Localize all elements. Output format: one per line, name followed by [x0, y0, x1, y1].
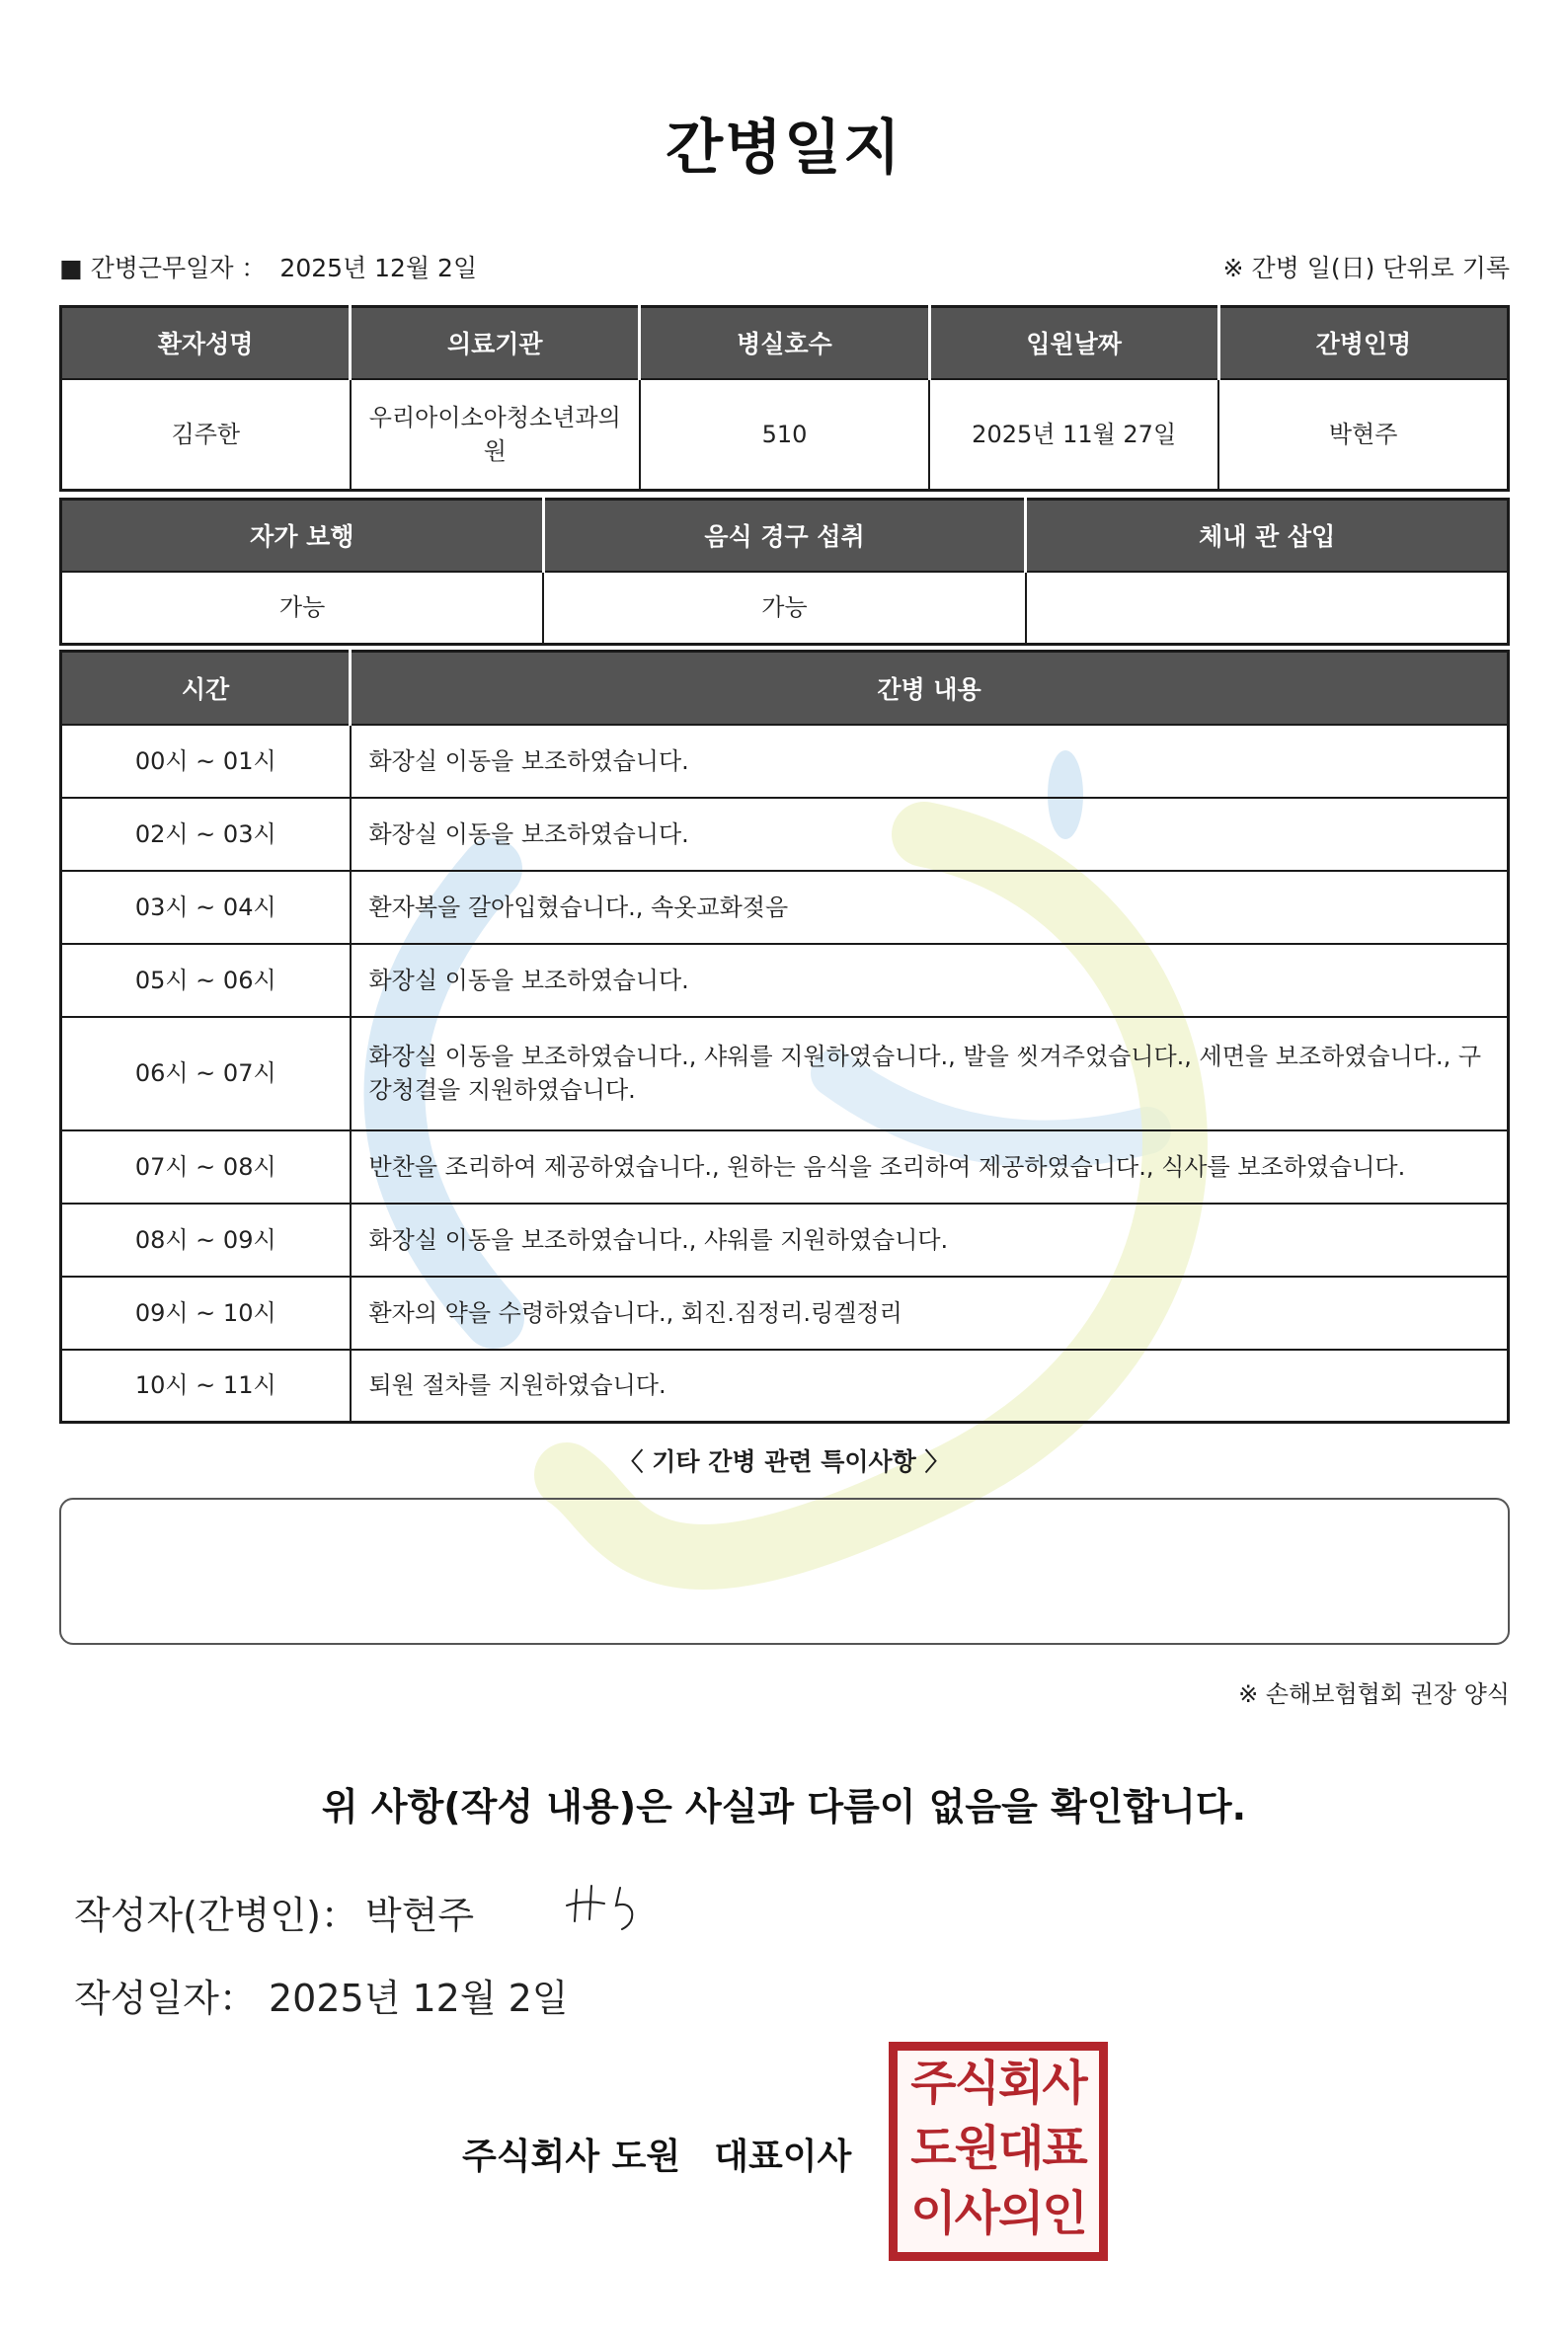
special-notes-label: 〈 기타 간병 관련 특이사항 〉 [618, 1447, 950, 1476]
time-cell: 02시 ~ 03시 [61, 798, 351, 871]
patient-info-table [59, 305, 1510, 492]
content-cell: 환자복을 갈아입혔습니다., 속옷교화젖음 [351, 871, 1509, 944]
content-cell: 화장실 이동을 보조하였습니다., 샤워를 지원하였습니다. [351, 1204, 1509, 1277]
company-name: 주식회사 도원 [462, 2137, 681, 2177]
form-note: ※ 손해보험협회 권장 양식 [1238, 1680, 1510, 1708]
patient-status-table [59, 498, 1510, 646]
header-caregiver-name: 간병인명 [1218, 307, 1508, 379]
table-header-row [61, 500, 1509, 572]
time-cell: 09시 ~ 10시 [61, 1277, 351, 1350]
company-seal-stamp [889, 2042, 1108, 2261]
room-number: 510 [640, 379, 929, 491]
table-row [61, 572, 1509, 645]
work-date-line [59, 251, 1510, 286]
content-cell: 퇴원 절차를 지원하였습니다. [351, 1350, 1509, 1423]
self-walking-value: 가능 [61, 572, 544, 645]
time-cell: 06시 ~ 07시 [61, 1017, 351, 1130]
date-value: 2025년 12월 2일 [269, 1977, 569, 2020]
header-self-walking: 자가 보행 [61, 500, 544, 572]
content-cell: 화장실 이동을 보조하였습니다. [351, 798, 1509, 871]
hospital-name: 우리아이소아청소년과의원 [351, 379, 640, 491]
table-header-row [61, 652, 1509, 725]
time-cell: 03시 ~ 04시 [61, 871, 351, 944]
header-time: 시간 [61, 652, 351, 725]
time-cell: 08시 ~ 09시 [61, 1204, 351, 1277]
time-cell: 10시 ~ 11시 [61, 1350, 351, 1423]
time-cell: 07시 ~ 08시 [61, 1130, 351, 1204]
content-cell: 반찬을 조리하여 제공하였습니다., 원하는 음식을 조리하여 제공하였습니다., 식사를 보조하였습니다. [351, 1130, 1509, 1204]
seal-line: 주식회사 [910, 2056, 1086, 2111]
tube-insertion-value [1026, 572, 1509, 645]
company-line [462, 2133, 851, 2182]
caregiver-name: 박현주 [1218, 379, 1508, 491]
writer-name: 박현주 [365, 1894, 475, 1937]
header-admission-date: 입원날짜 [929, 307, 1218, 379]
work-date-value: 2025년 12월 2일 [279, 254, 478, 282]
table-row [61, 725, 1509, 798]
care-log-table [59, 650, 1510, 1424]
writer-label: 작성자(간병인)： [74, 1894, 358, 1937]
work-date-label: ■ 간병근무일자 ： [59, 254, 267, 282]
page-title: 간병일지 [666, 114, 902, 183]
table-header-row [61, 307, 1509, 379]
record-note: ※ 간병 일(日) 단위로 기록 [1222, 254, 1510, 282]
table-row [61, 1130, 1509, 1204]
header-room-number: 병실호수 [640, 307, 929, 379]
content-cell: 화장실 이동을 보조하였습니다. [351, 944, 1509, 1017]
content-cell: 화장실 이동을 보조하였습니다. [351, 725, 1509, 798]
patient-name: 김주한 [61, 379, 351, 491]
special-notes-box [59, 1498, 1510, 1645]
date-label: 작성일자： [74, 1977, 257, 2020]
handwritten-signature-icon [563, 1876, 652, 1937]
seal-line: 도원대표 [910, 2121, 1086, 2176]
seal-line: 이사의인 [910, 2186, 1086, 2241]
header-hospital: 의료기관 [351, 307, 640, 379]
time-cell: 05시 ~ 06시 [61, 944, 351, 1017]
content-cell: 화장실 이동을 보조하였습니다., 샤워를 지원하였습니다., 발을 씻겨주었습니다., 세면을 보조하였습니다., 구강청결을 지원하였습니다. [351, 1017, 1509, 1130]
header-oral-intake: 음식 경구 섭취 [543, 500, 1026, 572]
table-row [61, 871, 1509, 944]
table-row [61, 1017, 1509, 1130]
table-row [61, 379, 1509, 491]
time-cell: 00시 ~ 01시 [61, 725, 351, 798]
table-row [61, 1277, 1509, 1350]
table-row [61, 1204, 1509, 1277]
oral-intake-value: 가능 [543, 572, 1026, 645]
header-patient-name: 환자성명 [61, 307, 351, 379]
confirmation-statement: 위 사항(작성 내용)은 사실과 다름이 없음을 확인합니다. [321, 1785, 1247, 1828]
representative-title: 대표이사 [714, 2137, 852, 2177]
header-tube-insertion: 체내 관 삽입 [1026, 500, 1509, 572]
content-cell: 환자의 약을 수령하였습니다., 회진.짐정리.링겔정리 [351, 1277, 1509, 1350]
header-care-content: 간병 내용 [351, 652, 1509, 725]
admission-date: 2025년 11월 27일 [929, 379, 1218, 491]
table-row [61, 1350, 1509, 1423]
table-row [61, 944, 1509, 1017]
table-row [61, 798, 1509, 871]
